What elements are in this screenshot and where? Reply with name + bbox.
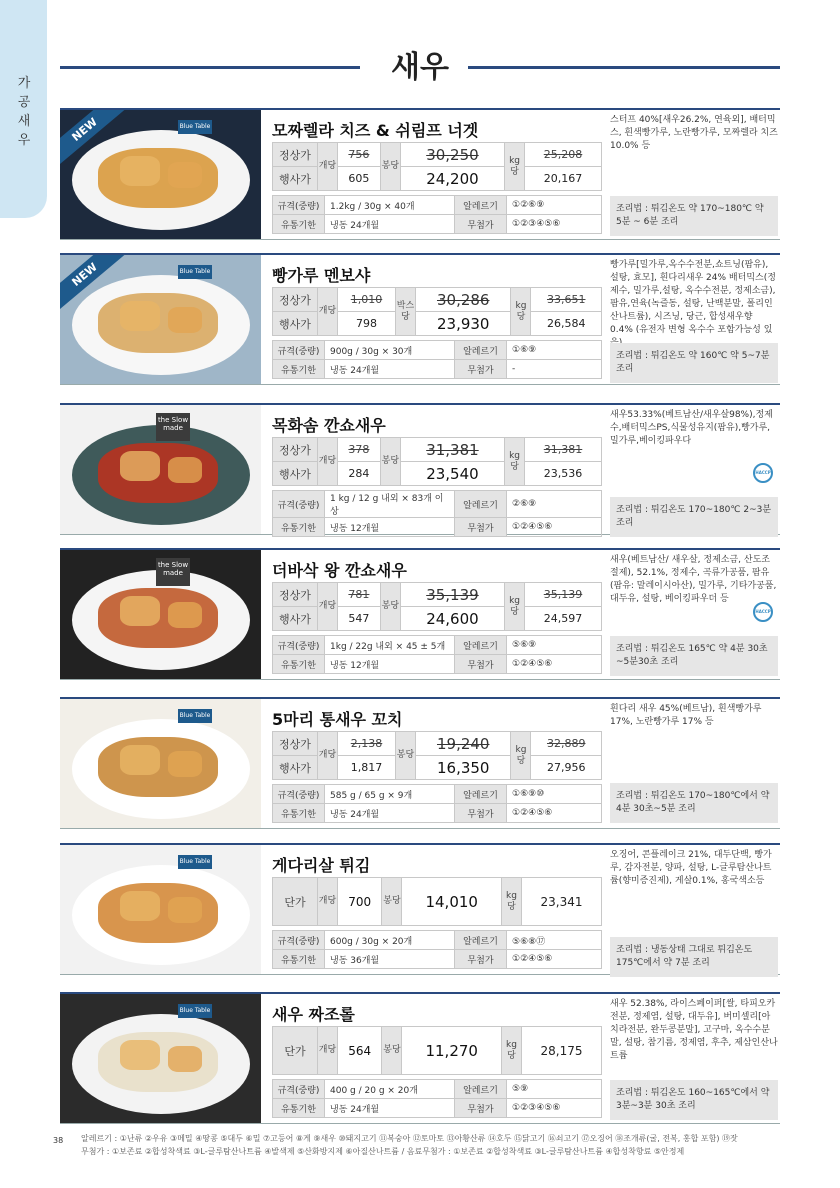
event-price-each: 798 (338, 312, 396, 336)
regular-price-each: 756 (338, 143, 381, 167)
new-badge: NEW (60, 255, 126, 312)
header-rule-left (60, 66, 360, 69)
spec-label: 규격(중량) (273, 785, 325, 804)
spec-label: 규격(중량) (273, 196, 325, 215)
regular-price-label: 정상가 (273, 732, 318, 756)
new-badge: NEW (60, 110, 126, 167)
product-photo (60, 550, 261, 679)
unit-label-kg: kg당 (511, 288, 531, 336)
regular-price-kg: 25,208 (525, 143, 602, 167)
ingredients-text: 오징어, 콘플레이크 21%, 대두단백, 빵가루, 감자전분, 양파, 설탕, L-글루탐산나트륨(향미증진제), 게살0.1%, 홍국색소등 (610, 850, 772, 886)
unit-label-each: 개당 (318, 143, 338, 191)
regular-price-pack: 30,286 (416, 288, 511, 312)
cooking-text: 조리법 : 튀김온도 약 170~180℃ 약 5분 ~ 6분 조리 (616, 204, 764, 227)
unit-label-kg: kg당 (505, 143, 525, 191)
event-price-label: 행사가 (273, 607, 318, 631)
unit-label-kg: kg당 (511, 732, 531, 780)
unit-label-kg: kg당 (505, 583, 525, 631)
cooking-text: 조리법 : 튀김온도 165℃ 약 4분 30초~5분30초 조리 (616, 644, 768, 667)
spec-label: 규격(중량) (273, 931, 325, 950)
product-row (60, 697, 780, 829)
regular-price-kg: 35,139 (525, 583, 602, 607)
unit-price-label: 단가 (273, 1027, 318, 1075)
product-row (60, 992, 780, 1124)
spec-value: 600g / 30g × 20개 (325, 931, 455, 950)
event-price-kg: 24,597 (525, 607, 602, 631)
allergy-label: 알레르기 (455, 196, 507, 215)
shelf-value: 냉동 24개월 (325, 804, 455, 823)
additive-label: 무첨가 (455, 360, 507, 379)
additive-label: 무첨가 (455, 804, 507, 823)
side-tab (0, 0, 47, 218)
cooking-instructions (610, 343, 778, 383)
unit-label-each: 개당 (318, 438, 338, 486)
shelf-label: 유통기한 (273, 1099, 325, 1118)
event-price-kg: 27,956 (531, 756, 602, 780)
spec-table (272, 490, 602, 537)
additive-label: 무첨가 (455, 215, 507, 234)
cooking-instructions (610, 497, 778, 537)
price-table (272, 582, 602, 631)
allergy-value: ⑤⑨ (507, 1080, 602, 1099)
spec-table (272, 930, 602, 969)
product-row (60, 108, 780, 240)
additive-value: ①②④⑤⑥ (507, 804, 602, 823)
ingredients-text: 흰다리 새우 45%(베트남), 흰색빵가루 17%, 노란빵가루 17% 등 (610, 704, 762, 727)
spec-label: 규격(중량) (273, 636, 325, 655)
event-price-pack: 23,930 (416, 312, 511, 336)
regular-price-each: 378 (338, 438, 381, 462)
product-photo (60, 255, 261, 384)
product-name: 게다리살 튀김 (272, 856, 371, 875)
product-row (60, 548, 780, 680)
product-photo (60, 405, 261, 534)
event-price-each: 1,817 (338, 756, 396, 780)
unit-label-pack: 봉당 (382, 1027, 402, 1075)
brand-flag-blue-table: Blue Table (178, 265, 212, 279)
regular-price-label: 정상가 (273, 583, 318, 607)
allergy-value: ②⑥⑨ (507, 491, 602, 518)
additive-legend: 무첨가 : ①보존료 ②합성착색료 ③L-글루탐산나트륨 ④발색제 ⑤산화방지제 ⑥아질산나트륨 / 음료무첨가 : ①보존료 ②합성착색료 ③L-글루탐산나트륨 ④합성착향료 ⑤안정제 (81, 1147, 685, 1156)
unit-label-each: 개당 (318, 288, 338, 336)
product-name: 빵가루 멘보샤 (272, 266, 371, 285)
unit-label-each: 개당 (318, 878, 338, 926)
additive-value: ①②④⑤⑥ (507, 518, 602, 537)
allergy-value: ①②⑥⑨ (507, 196, 602, 215)
ingredients-text: 새우 52.38%, 라이스페이퍼[쌀, 타피오카전분, 정제염, 설탕, 대두유], 버미셀리[아치라전분, 완두콩분말], 고구마, 옥수수분말, 설탕, 참기름, 정제염, 후추, 제삼인산나트륨 (610, 999, 778, 1061)
product-row (60, 843, 780, 975)
unit-price-label: 단가 (273, 878, 318, 926)
additive-value: ①②④⑤⑥ (507, 950, 602, 969)
product-name: 더바삭 왕 깐쇼새우 (272, 561, 407, 580)
allergy-label: 알레르기 (455, 931, 507, 950)
brand-flag-blue-table: Blue Table (178, 709, 212, 723)
header-rule-right (468, 66, 780, 69)
product-name: 5마리 통새우 꼬치 (272, 710, 403, 729)
spec-value: 1 kg / 12 g 내외 × 83개 이상 (325, 491, 455, 518)
event-price-kg: 26,584 (531, 312, 602, 336)
event-price-label: 행사가 (273, 167, 318, 191)
unit-label-kg: kg당 (505, 438, 525, 486)
shelf-label: 유통기한 (273, 804, 325, 823)
price-kg: 23,341 (521, 878, 601, 926)
brand-flag-blue-table: Blue Table (178, 120, 212, 134)
allergy-value: ①⑥⑨ (507, 341, 602, 360)
cooking-text: 조리법 : 튀김온도 170~180℃ 2~3분 조리 (616, 505, 772, 528)
cooking-instructions (610, 196, 778, 236)
spec-value: 900g / 30g × 30개 (325, 341, 455, 360)
spec-label: 규격(중량) (273, 341, 325, 360)
event-price-each: 605 (338, 167, 381, 191)
product-photo (60, 845, 261, 974)
event-price-pack: 23,540 (400, 462, 504, 486)
event-price-kg: 20,167 (525, 167, 602, 191)
price-pack: 11,270 (402, 1027, 502, 1075)
unit-label-pack: 봉당 (380, 583, 400, 631)
additive-value: - (507, 360, 602, 379)
product-row (60, 403, 780, 535)
product-photo (60, 699, 261, 828)
regular-price-pack: 30,250 (400, 143, 504, 167)
event-price-pack: 24,200 (400, 167, 504, 191)
regular-price-label: 정상가 (273, 143, 318, 167)
price-table (272, 731, 602, 780)
event-price-label: 행사가 (273, 462, 318, 486)
product-row (60, 253, 780, 385)
haccp-icon: HACCP (753, 463, 773, 483)
spec-table (272, 784, 602, 823)
additive-label: 무첨가 (455, 655, 507, 674)
regular-price-label: 정상가 (273, 438, 318, 462)
product-photo (60, 994, 261, 1123)
additive-label: 무첨가 (455, 950, 507, 969)
shelf-value: 냉동 24개월 (325, 1099, 455, 1118)
spec-value: 1kg / 22g 내외 × 45 ± 5개 (325, 636, 455, 655)
regular-price-pack: 31,381 (400, 438, 504, 462)
side-tab-label: 가공새우 (17, 76, 31, 148)
shelf-label: 유통기한 (273, 518, 325, 537)
unit-label-pack: 봉당 (380, 438, 400, 486)
shelf-value: 냉동 12개월 (325, 518, 455, 537)
cooking-instructions (610, 1080, 778, 1120)
allergy-label: 알레르기 (455, 1080, 507, 1099)
allergy-value: ①⑥⑨⑩ (507, 785, 602, 804)
cooking-text: 조리법 : 튀김온도 170~180℃에서 약 4분 30초~5분 조리 (616, 791, 770, 814)
unit-label-pack: 봉당 (396, 732, 416, 780)
unit-label-kg: kg당 (501, 878, 521, 926)
spec-value: 400 g / 20 g × 20개 (325, 1080, 455, 1099)
event-price-each: 547 (338, 607, 381, 631)
shelf-value: 냉동 24개월 (325, 360, 455, 379)
additive-label: 무첨가 (455, 1099, 507, 1118)
ingredients-text: 새우53.33%(베트남산/새우살98%),정제수,배터믹스PS,식물성유지(팜유),빵가루,밀가루,베이킹파우다 (610, 410, 773, 446)
spec-value: 585 g / 65 g × 9개 (325, 785, 455, 804)
additive-value: ①②④⑤⑥ (507, 655, 602, 674)
shelf-value: 냉동 36개월 (325, 950, 455, 969)
price-table (272, 437, 602, 486)
event-price-kg: 23,536 (525, 462, 602, 486)
unit-label-kg: kg당 (501, 1027, 521, 1075)
shelf-value: 냉동 24개월 (325, 215, 455, 234)
allergy-label: 알레르기 (455, 785, 507, 804)
product-name: 새우 짜조롤 (272, 1005, 355, 1024)
ingredients-text: 스터프 40%[새우26.2%, 연육외], 배터믹스, 흰색빵가루, 노란빵가루, 모짜렐라 치즈 10.0% 등 (610, 115, 778, 151)
allergen-legend: 알레르기 : ①난류 ②우유 ③메밀 ④땅콩 ⑤대두 ⑥밀 ⑦고등어 ⑧게 ⑨새우 ⑩돼지고기 ⑪복숭아 ⑫토마토 ⑬아황산류 ⑭호두 ⑮닭고기 ⑯쇠고기 ⑰오징어 ⑱조개류(굴, 전복, 홍합 포함) ⑲잣 (81, 1134, 738, 1143)
spec-value: 1.2kg / 30g × 40개 (325, 196, 455, 215)
cooking-text: 조리법 : 튀김온도 160~165℃에서 약 3분~3분 30초 조리 (616, 1088, 770, 1111)
haccp-icon: HACCP (753, 602, 773, 622)
unit-label-pack: 봉당 (380, 143, 400, 191)
product-name: 목화솜 깐쇼새우 (272, 416, 386, 435)
ingredients-text: 빵가루[밀가루,옥수수전분,쇼트닝(팜유), 설탕, 효모], 흰다리새우 24% 배터믹스(정제수, 밀가루,설탕, 옥수수전분, 정제소금),팜유,연육(녹즐동, 설탕, 난백분말, 폴리인산나트륨), 시즈닝, 당근, 합성새우향 0.4% (유전자 변형 옥수수 포함가능성 있 (610, 260, 776, 335)
brand-flag-blue-table: Blue Table (178, 1004, 212, 1018)
price-table (272, 287, 602, 336)
event-price-pack: 24,600 (400, 607, 504, 631)
spec-table (272, 1079, 602, 1118)
regular-price-each: 781 (338, 583, 381, 607)
cooking-text: 조리법 : 냉동상태 그대로 튀김온도 175℃에서 약 7분 조리 (616, 945, 753, 968)
product-photo (60, 110, 261, 239)
unit-label-pack: 봉당 (382, 878, 402, 926)
cooking-instructions (610, 636, 778, 676)
unit-label-each: 개당 (318, 583, 338, 631)
event-price-label: 행사가 (273, 312, 318, 336)
price-table (272, 877, 602, 926)
price-table (272, 1026, 602, 1075)
allergy-value: ⑤⑥⑧⑰ (507, 931, 602, 950)
allergy-label: 알레르기 (455, 636, 507, 655)
cooking-instructions (610, 783, 778, 823)
regular-price-kg: 31,381 (525, 438, 602, 462)
price-each: 564 (338, 1027, 382, 1075)
spec-table (272, 635, 602, 674)
regular-price-each: 1,010 (338, 288, 396, 312)
regular-price-kg: 33,651 (531, 288, 602, 312)
price-each: 700 (338, 878, 382, 926)
shelf-value: 냉동 12개월 (325, 655, 455, 674)
shelf-label: 유통기한 (273, 950, 325, 969)
event-price-pack: 16,350 (416, 756, 511, 780)
spec-table (272, 195, 602, 234)
regular-price-label: 정상가 (273, 288, 318, 312)
price-pack: 14,010 (402, 878, 502, 926)
spec-table (272, 340, 602, 379)
page-title: 새우 (391, 50, 449, 85)
regular-price-pack: 35,139 (400, 583, 504, 607)
unit-label-each: 개당 (318, 732, 338, 780)
allergy-value: ⑤⑥⑨ (507, 636, 602, 655)
additive-value: ①②③④⑤⑥ (507, 215, 602, 234)
cooking-text: 조리법 : 튀김온도 약 160℃ 약 5~7분 조리 (616, 351, 770, 374)
cooking-instructions (610, 937, 778, 977)
shelf-label: 유통기한 (273, 655, 325, 674)
regular-price-kg: 32,889 (531, 732, 602, 756)
product-name: 모짜렐라 치즈 & 쉬림프 너겟 (272, 121, 479, 140)
ingredients-text: 새우(베트남산/ 새우살, 정제소금, 산도조절제), 52.1%, 정제수, 곡류가공품, 팜유(팜유: 말레이시아산), 밀가루, 기타가공품,대두유, 설탕, 베이킹파우더 등 (610, 555, 777, 604)
brand-flag-slow-made: the Slow made (156, 558, 190, 586)
event-price-each: 284 (338, 462, 381, 486)
regular-price-pack: 19,240 (416, 732, 511, 756)
allergy-label: 알레르기 (455, 491, 507, 518)
spec-label: 규격(중량) (273, 1080, 325, 1099)
shelf-label: 유통기한 (273, 215, 325, 234)
unit-label-pack: 박스당 (396, 288, 416, 336)
price-table (272, 142, 602, 191)
regular-price-each: 2,138 (338, 732, 396, 756)
price-kg: 28,175 (521, 1027, 601, 1075)
brand-flag-blue-table: Blue Table (178, 855, 212, 869)
page-number: 38 (53, 1136, 64, 1145)
brand-flag-slow-made: the Slow made (156, 413, 190, 441)
unit-label-each: 개당 (318, 1027, 338, 1075)
event-price-label: 행사가 (273, 756, 318, 780)
allergy-label: 알레르기 (455, 341, 507, 360)
additive-label: 무첨가 (455, 518, 507, 537)
additive-value: ①②③④⑤⑥ (507, 1099, 602, 1118)
shelf-label: 유통기한 (273, 360, 325, 379)
spec-label: 규격(중량) (273, 491, 325, 518)
